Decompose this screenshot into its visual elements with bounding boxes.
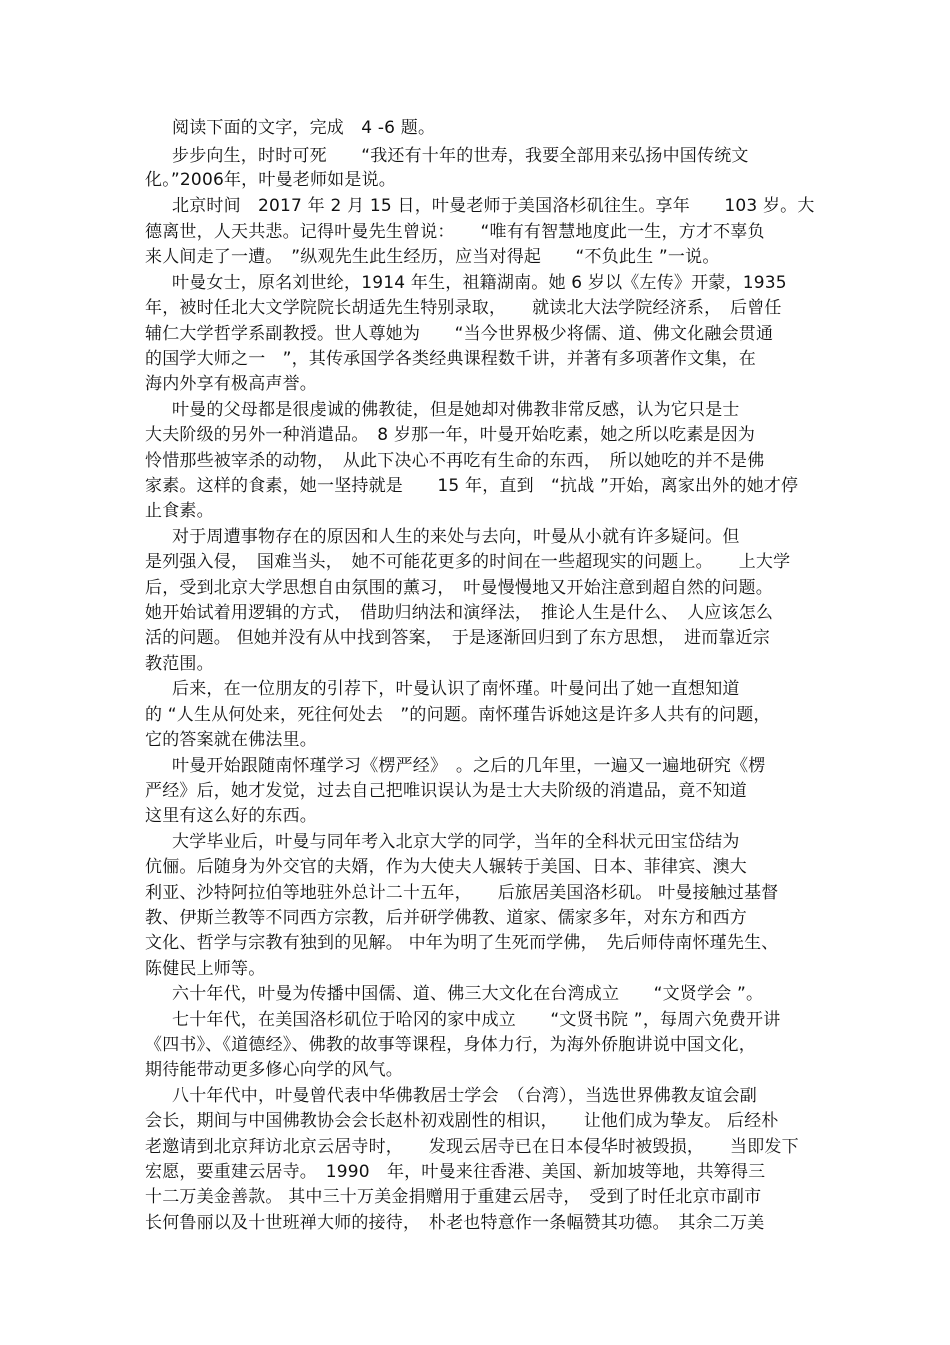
text-line: 利亚、沙特阿拉伯等地驻外总计二十五年， 后旅居美国洛杉矶。 叶曼接触过基督: [145, 883, 779, 903]
paragraph-start-line: 六十年代，叶曼为传播中国儒、道、佛三大文化在台湾成立 “文贤学会 ”。: [172, 984, 764, 1004]
paragraph-start-line: 对于周遭事物存在的原因和人生的来处与去向，叶曼从小就有许多疑问。但: [172, 527, 740, 547]
text-line: 会长，期间与中国佛教协会会长赵朴初戏剧性的相识， 让他们成为挚友。 后经朴: [145, 1111, 779, 1131]
paragraph-start-line: 八十年代中，叶曼曾代表中华佛教居士学会 （台湾），当选世界佛教友谊会副: [172, 1086, 757, 1106]
text-line: 家素。这样的食素，她一坚持就是 15 年，直到 “抗战 ”开始，离家出外的她才停: [145, 476, 799, 496]
text-line: 这里有这么好的东西。: [145, 806, 317, 826]
paragraph-start-line: 叶曼开始跟随南怀瑾学习《楞严经》 。之后的几年里，一遍又一遍地研究《楞: [172, 756, 766, 776]
text-line: 《四书》、《道德经》、佛教的故事等课程，身体力行，为海外侨胞讲说中国文化，: [145, 1035, 756, 1055]
text-line: 是列强入侵， 国难当头， 她不可能花更多的时间在一些超现实的问题上。 上大学: [145, 552, 791, 572]
text-line: 十二万美金善款。 其中三十万美金捐赠用于重建云居寺， 受到了时任北京市副市: [145, 1187, 762, 1207]
paragraph-start-line: 北京时间 2017 年 2 月 15 日，叶曼老师于美国洛杉矶往生。享年 103 岁。大: [172, 196, 815, 216]
text-line: 化。”2006年，叶曼老师如是说。: [145, 170, 396, 190]
text-line: 海内外享有极高声誉。: [145, 374, 317, 394]
intro-line: 阅读下面的文字，完成 4 -6 题。: [172, 118, 436, 138]
text-line: 伉俪。后随身为外交官的夫婿，作为大使夫人辗转于美国、日本、菲律宾、澳大: [145, 857, 747, 877]
text-line: 年，被时任北大文学院院长胡适先生特别录取， 就读北大法学院经济系， 后曾任: [145, 298, 782, 318]
text-line: 宏愿，要重建云居寺。 1990 年，叶曼来往香港、美国、新加坡等地，共筹得三: [145, 1162, 766, 1182]
paragraph-start-line: 七十年代，在美国洛杉矶位于哈冈的家中成立 “文贤书院 ”，每周六免费开讲: [172, 1010, 781, 1030]
text-line: 严经》后，她才发觉，过去自己把唯识误认为是士大夫阶级的消遣品，竟不知道: [145, 781, 747, 801]
paragraph-start-line: 叶曼女士，原名刘世纶，1914 年生，祖籍湖南。她 6 岁以《左传》开蒙，1935: [172, 273, 787, 293]
text-line: 教、伊斯兰教等不同西方宗教，后并研学佛教、道家、儒家多年，对东方和西方: [145, 908, 747, 928]
text-line: 的 “人生从何处来，死往何处去 ”的问题。南怀瑾告诉她这是许多人共有的问题，: [145, 705, 771, 725]
text-line: 辅仁大学哲学系副教授。世人尊她为 “当今世界极少将儒、道、佛文化融会贯通: [145, 324, 774, 344]
paragraph-start-line: 后来，在一位朋友的引荐下，叶曼认识了南怀瑾。叶曼问出了她一直想知道: [172, 679, 740, 699]
text-line: 德离世，人天共悲。记得叶曼先生曾说： “唯有有智慧地度此一生，方才不辜负: [145, 222, 765, 242]
paragraph-start-line: 叶曼的父母都是很虔诚的佛教徒，但是她却对佛教非常反感，认为它只是士: [172, 400, 740, 420]
text-line: 期待能带动更多修心向学的风气。: [145, 1060, 403, 1080]
text-line: 陈健民上师等。: [145, 959, 266, 979]
text-line: 活的问题。 但她并没有从中找到答案， 于是逐渐回归到了东方思想， 进而靠近宗: [145, 628, 771, 648]
text-line: 止食素。: [145, 501, 214, 521]
text-line: 大夫阶级的另外一种消遣品。 8 岁那一年，叶曼开始吃素，她之所以吃素是因为: [145, 425, 756, 445]
text-line: 她开始试着用逻辑的方式， 借助归纳法和演绎法， 推论人生是什么、 人应该怎么: [145, 603, 774, 623]
text-line: 的国学大师之一 ”，其传承国学各类经典课程数千讲，并著有多项著作文集，在: [145, 349, 757, 369]
text-line: 文化、哲学与宗教有独到的见解。 中年为明了生死而学佛， 先后师侍南怀瑾先生、: [145, 933, 779, 953]
text-line: 它的答案就在佛法里。: [145, 730, 317, 750]
text-line: 后，受到北京大学思想自由氛围的薰习， 叶曼慢慢地又开始注意到超自然的问题。: [145, 578, 773, 598]
title-line: 步步向生，时时可死 “我还有十年的世寿，我要全部用来弘扬中国传统文: [172, 146, 749, 166]
text-line: 老邀请到北京拜访北京云居寺时， 发现云居寺已在日本侵华时被毁损， 当即发下: [145, 1137, 799, 1157]
text-line: 教范围。: [145, 654, 214, 674]
paragraph-start-line: 大学毕业后，叶曼与同年考入北京大学的同学，当年的全科状元田宝岱结为: [172, 832, 740, 852]
text-line: 来人间走了一遭。 ”纵观先生此生经历，应当对得起 “不负此生 ”一说。: [145, 247, 720, 267]
text-line: 怜惜那些被宰杀的动物， 从此下决心不再吃有生命的东西， 所以她吃的并不是佛: [145, 451, 765, 471]
text-line: 长何鲁丽以及十世班禅大师的接待， 朴老也特意作一条幅赞其功德。 其余二万美: [145, 1213, 765, 1233]
